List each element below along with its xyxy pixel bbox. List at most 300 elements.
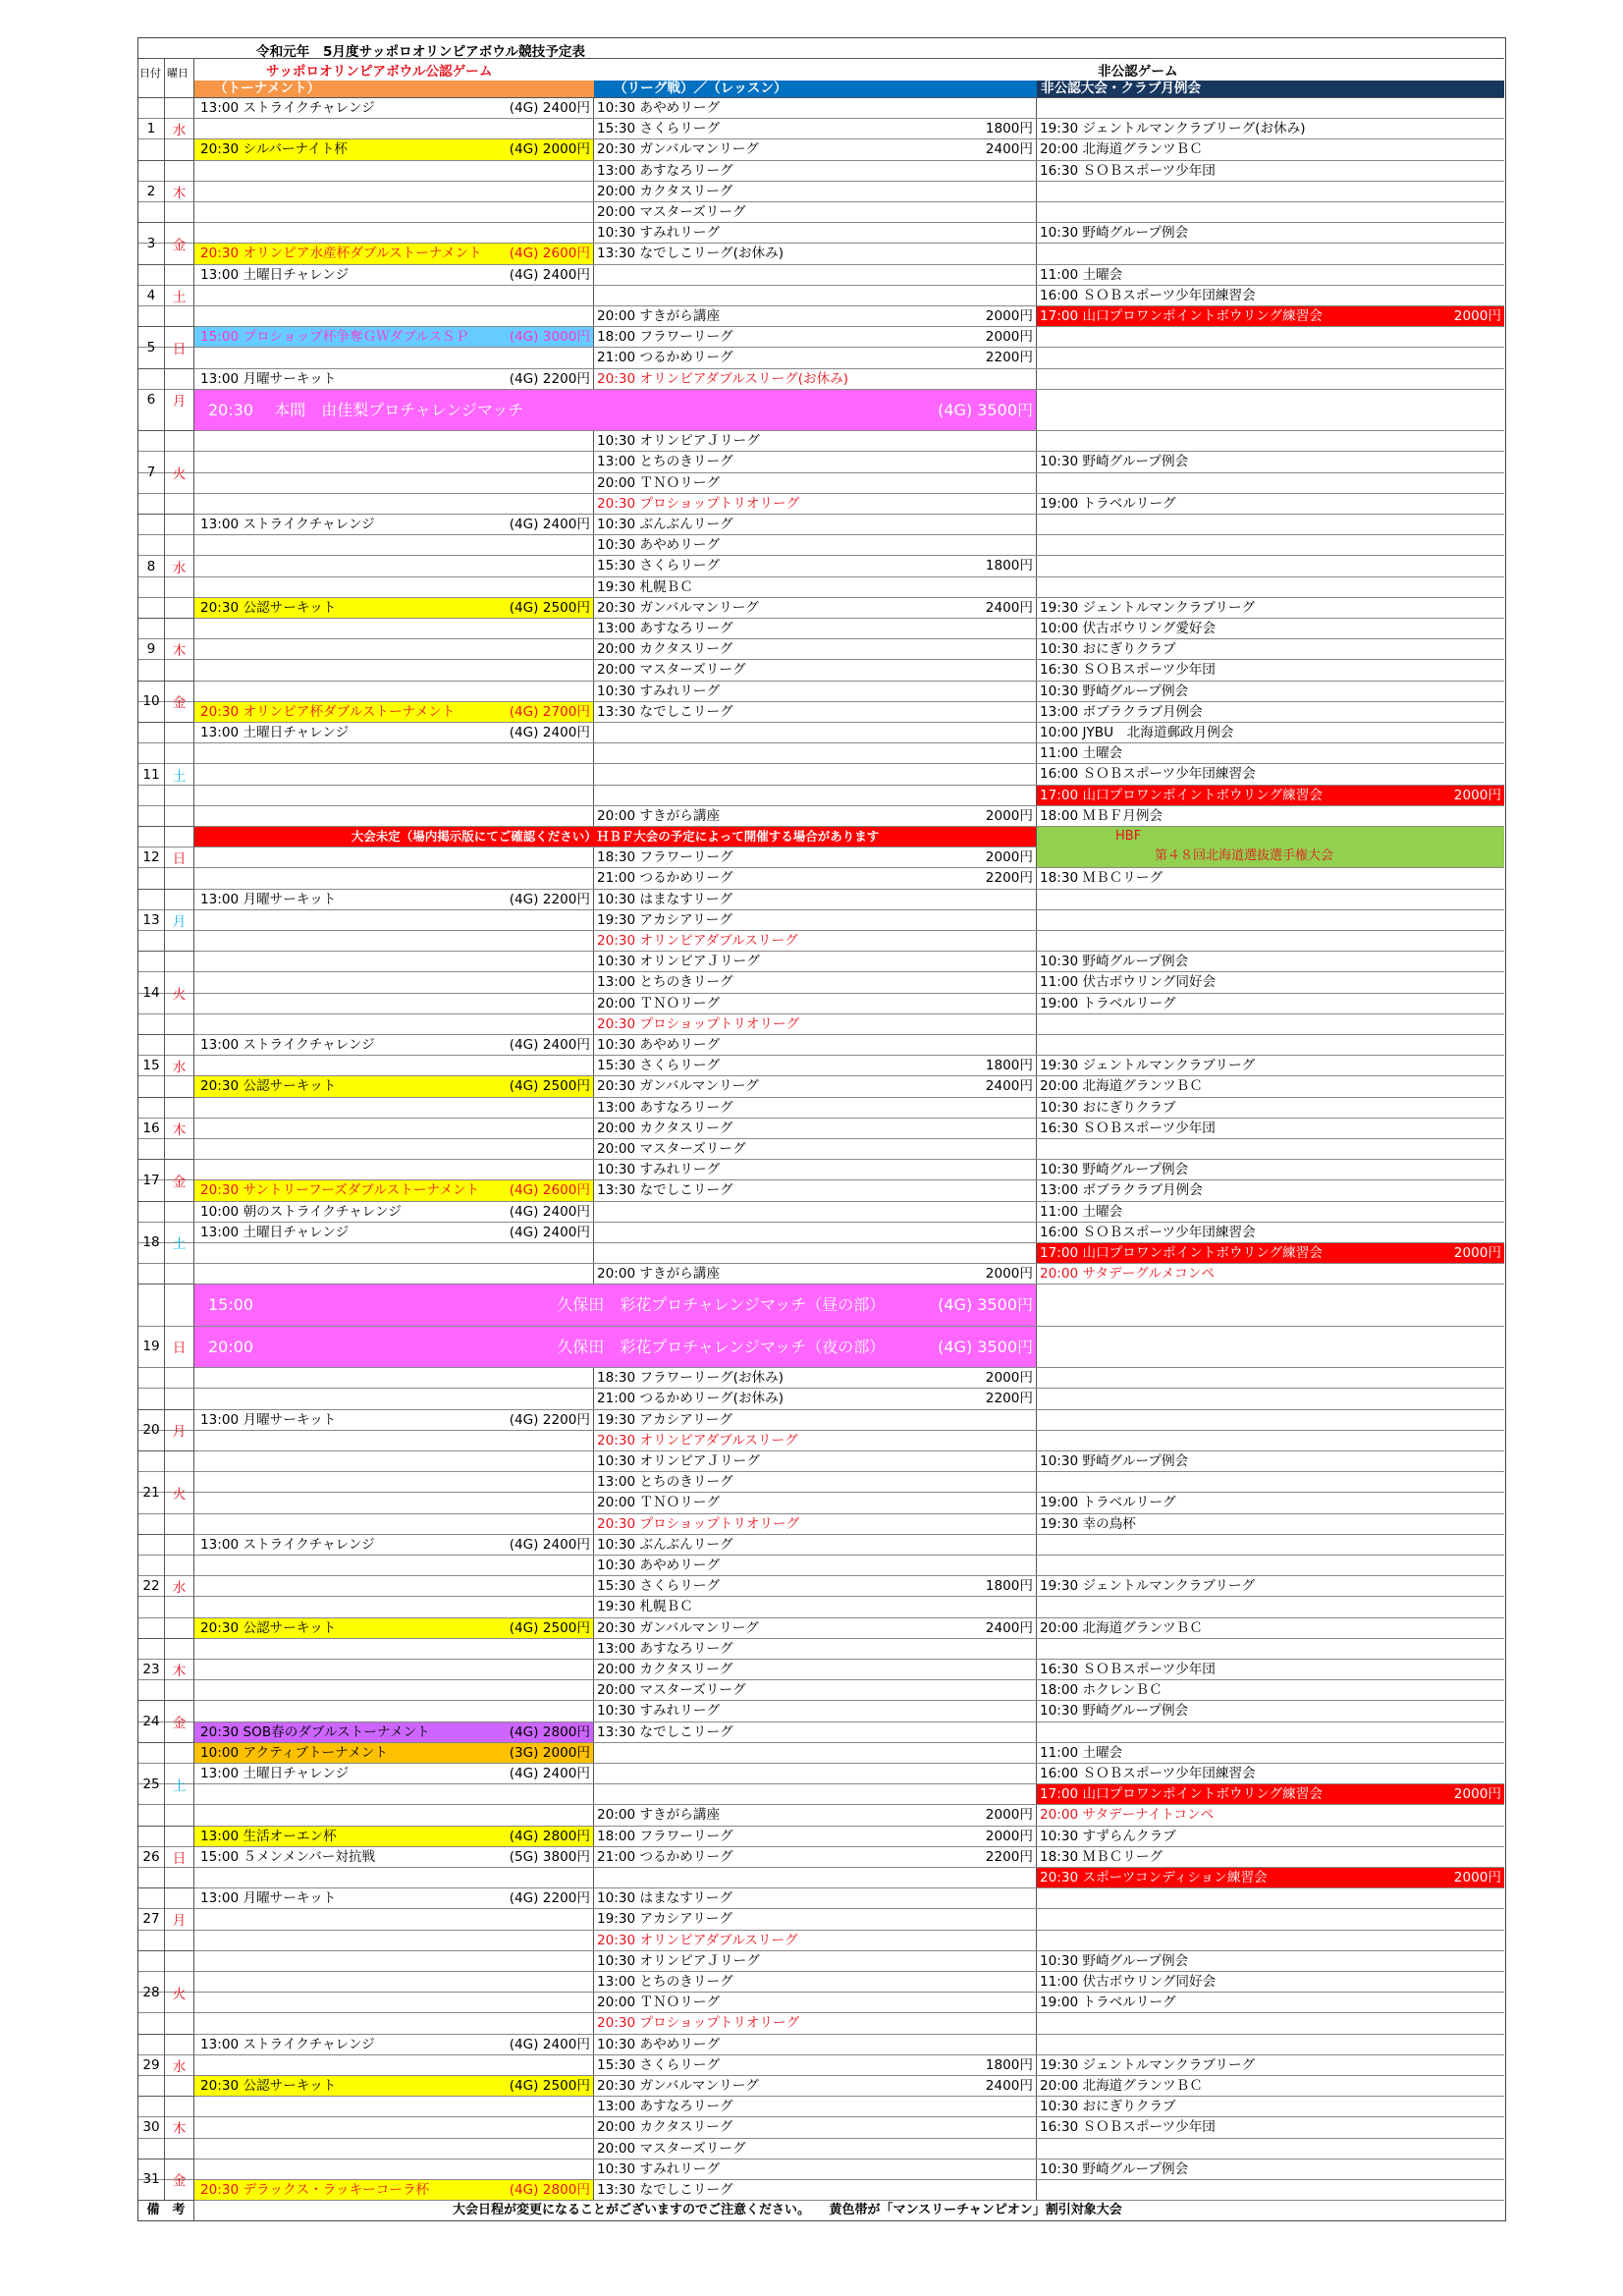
schedule-row [138,2035,1504,2055]
day-cell [138,1202,194,1285]
day-number: 21 [138,1451,165,1534]
schedule-row [138,1389,1504,1409]
unofficial-text: 19:30 ジェントルマンクラブリーグ [1040,599,1256,616]
league-cell [594,306,1037,326]
tournament-cell [194,2117,594,2137]
unofficial-text: 13:00 ボブラクラブ月例会 [1040,703,1203,720]
day-cell [138,1410,194,1451]
day-number: 9 [138,619,165,681]
schedule-row [138,868,1504,889]
league-cell [594,1618,1037,1638]
league-text: 18:30 フラワーリーグ [597,849,733,866]
schedule-row [138,890,1504,910]
tournament-cell [194,1368,594,1388]
schedule-row [138,1888,1504,1909]
challenge-match-cell [194,1327,1037,1367]
day-cell [138,827,194,890]
schedule-row [138,1535,1504,1556]
tournament-text: 20:30 公認サーキット [200,1619,337,1636]
page-title: 令和元年 5月度サッポロオリンピアボウル競技予定表 [256,44,586,60]
day-number: 26 [138,1827,165,1888]
day-of-week: 月 [165,890,194,952]
tournament-price: (4G) 2000円 [509,141,590,158]
tournament-cell [194,473,594,493]
tournament-cell [194,119,594,138]
unofficial-cell [1037,1784,1504,1804]
league-cell [594,2159,1037,2179]
league-text: 20:00 カクタスリーグ [597,2119,733,2136]
unofficial-text: 16:30 ＳＯＢスポーツ少年団 [1040,662,1216,679]
league-text: 21:00 つるかめリーグ [597,350,733,366]
tournament-cell [194,1076,594,1096]
league-cell [594,494,1037,514]
league-cell [594,1160,1037,1179]
tournament-cell [194,2097,594,2116]
tournament-cell [194,1264,594,1284]
tournament-cell [194,556,594,575]
schedule-row [138,1119,1504,1139]
tournament-cell [194,743,594,763]
schedule-row [138,515,1504,535]
tournament-text: 20:30 デラックス・ラッキーコーラ杯 [200,2182,430,2198]
unofficial-cell [1037,702,1504,722]
league-cell [594,348,1037,367]
schedule-row [138,1597,1504,1617]
tournament-cell [194,369,594,389]
unofficial-cell [1037,952,1504,971]
schedule-row [138,1285,1504,1326]
tournament-price: (4G) 2500円 [509,1619,590,1636]
league-cell [594,743,1037,763]
league-text: 10:30 すみれリーグ [597,225,721,242]
day-cell [138,98,194,161]
unofficial-cell [1037,98,1504,118]
league-text: 18:00 フラワーリーグ [597,1828,733,1844]
unofficial-text: 16:00 ＳＯＢスポーツ少年団練習会 [1040,287,1256,303]
league-cell [594,952,1037,971]
unofficial-cell [1037,223,1504,243]
league-text: 15:30 さくらリーグ [597,558,721,574]
unofficial-text: 17:00 山口プロワンポイントボウリング練習会 [1040,1786,1323,1803]
unofficial-price: 2000円 [1453,1870,1501,1886]
league-cell [594,1202,1037,1222]
unofficial-cell [1037,1264,1504,1284]
day-number: 29 [138,2035,165,2097]
league-text: 20:00 マスターズリーグ [597,1682,746,1699]
tournament-price: (4G) 2600円 [509,1182,590,1199]
date-header: 日付 [139,67,161,80]
schedule-row [138,786,1504,806]
tournament-cell [194,931,594,951]
unofficial-cell [1037,1535,1504,1555]
league-cell [594,1035,1037,1055]
schedule-row [138,1743,1504,1764]
league-price: 2400円 [985,1619,1033,1636]
schedule-row [138,1556,1504,1576]
league-cell [594,286,1037,305]
tournament-cell [194,1389,594,1408]
tournament-price: (4G) 2800円 [509,1723,590,1740]
league-cell [594,2076,1037,2096]
unofficial-text: 17:00 山口プロワンポイントボウリング練習会 [1040,787,1323,803]
unofficial-text: 11:00 土曜会 [1040,745,1123,762]
unofficial-cell [1037,1805,1504,1825]
league-text: 10:30 はまなすリーグ [597,891,733,907]
league-cell [594,161,1037,181]
unofficial-cell [1037,1556,1504,1575]
league-cell [594,515,1037,534]
tournament-cell [194,702,594,722]
league-text: 13:30 なでしこリーグ [597,703,733,720]
unofficial-cell [1037,890,1504,909]
league-price: 2000円 [985,1266,1033,1283]
tournament-text: 13:00 月曜サーキット [200,1411,337,1428]
schedule-row [138,556,1504,576]
league-text: 20:00 すきがら講座 [597,807,721,824]
league-cell [594,202,1037,222]
day-cell [138,1639,194,1702]
unofficial-text: 16:30 ＳＯＢスポーツ少年団 [1040,1120,1216,1136]
unofficial-text: 10:00 伏古ボウリング愛好会 [1040,621,1217,636]
unofficial-text: 16:30 ＳＯＢスポーツ少年団 [1040,1662,1216,1677]
league-cell [594,1493,1037,1512]
league-text: 20:00 カクタスリーグ [597,183,733,199]
league-cell [594,1868,1037,1887]
unofficial-cell [1037,390,1504,430]
schedule-row [138,1056,1504,1076]
unofficial-text: 10:30 野崎グループ例会 [1040,454,1189,470]
league-cell [594,1639,1037,1659]
challenge-match-price: (4G) 3500円 [938,1337,1033,1356]
day-number: 20 [138,1410,165,1450]
league-cell [594,1827,1037,1846]
unofficial-sub-header: 非公認大会・クラブ月例会 [1037,81,1504,97]
day-of-week: 金 [165,2159,194,2200]
day-cell [138,1035,194,1098]
unofficial-text: 18:30 ＭＢＣリーグ [1040,870,1163,887]
schedule-row [138,972,1504,993]
league-cell [594,1410,1037,1430]
tournament-text: 15:00 ５メンメンバー対抗戦 [200,1848,376,1865]
schedule-row [138,723,1504,743]
league-price: 2200円 [985,870,1033,887]
schedule-sheet [137,37,1506,2221]
league-cell [594,702,1037,722]
schedule-row [138,139,1504,160]
tournament-cell [194,972,594,992]
league-text: 20:30 プロショップトリオリーグ [597,1015,800,1032]
league-cell [594,994,1037,1013]
unofficial-cell [1037,1451,1504,1471]
tournament-cell [194,1597,594,1616]
tournament-cell [194,1972,594,1992]
league-text: 10:30 すみれリーグ [597,2160,721,2177]
league-cell [594,1014,1037,1034]
league-text: 20:00 カクタスリーグ [597,641,733,658]
schedule-row [138,161,1504,182]
league-price: 2000円 [985,849,1033,866]
tournament-price: (3G) 2000円 [509,1744,590,1761]
schedule-row [138,431,1504,452]
unofficial-text: 10:30 野崎グループ例会 [1040,1952,1189,1969]
schedule-row [138,494,1504,515]
unofficial-text: 20:00 サタデーナイトコンペ [1040,1807,1215,1824]
league-text: 10:30 あやめリーグ [597,100,721,116]
schedule-row [138,2159,1504,2180]
day-cell [138,327,194,368]
unofficial-text: 16:00 ＳＯＢスポーツ少年団練習会 [1040,1224,1256,1240]
tournament-price: (4G) 2400円 [509,1766,590,1781]
league-cell [594,660,1037,680]
tournament-cell [194,1639,594,1659]
schedule-row [138,1847,1504,1868]
tournament-text: 20:30 シルバーナイト杯 [200,141,349,158]
day-number: 15 [138,1035,165,1097]
unofficial-text: 10:30 おにぎりクラブ [1040,1099,1176,1116]
schedule-row [138,265,1504,286]
schedule-row [138,1722,1504,1743]
tournament-price: (4G) 3000円 [509,329,590,346]
unofficial-text: 10:30 すずらんクラブ [1040,1828,1176,1844]
tournament-cell [194,2180,594,2200]
schedule-row [138,390,1504,431]
tournament-text: 13:00 月曜サーキット [200,370,337,387]
unofficial-cell [1037,1202,1504,1222]
day-of-week: 月 [165,369,194,431]
tournament-price: (4G) 2400円 [509,266,590,283]
unofficial-cell [1037,2139,1504,2159]
league-price: 2400円 [985,599,1033,616]
unofficial-text: 19:30 ジェントルマンクラブリーグ [1040,1058,1256,1074]
unofficial-text: 19:30 ジェントルマンクラブリーグ [1040,1578,1256,1595]
footer-label: 備 考 [138,2201,194,2221]
league-text: 10:30 ぶんぶんリーグ [597,517,733,532]
league-text: 20:30 ガンバルマンリーグ [597,1619,759,1636]
unofficial-text: 10:30 野崎グループ例会 [1040,1703,1189,1720]
tournament-cell [194,682,594,701]
day-number: 24 [138,1701,165,1741]
league-text: 19:30 札幌ＢＣ [597,1599,693,1615]
unofficial-cell [1037,119,1504,138]
tournament-cell [194,786,594,805]
unofficial-cell [1037,535,1504,555]
league-price: 2400円 [985,141,1033,158]
league-cell [594,1451,1037,1471]
day-cell [138,723,194,827]
unofficial-cell [1037,1139,1504,1159]
day-number: 5 [138,327,165,367]
league-cell [594,972,1037,992]
schedule-row [138,1327,1504,1368]
unofficial-cell [1037,1597,1504,1616]
unofficial-cell [1037,1639,1504,1659]
league-text: 13:30 なでしこリーグ [597,2182,733,2198]
tournament-text: 15:00 プロショップ杯争奪ＧＷダブルスＳＰ [200,329,469,346]
day-of-week: 木 [165,1098,194,1160]
league-cell [594,723,1037,742]
unofficial-cell [1037,327,1504,347]
unofficial-text: 16:00 ＳＯＢスポーツ少年団練習会 [1040,1766,1256,1781]
unofficial-cell [1037,1493,1504,1512]
tournament-cell [194,1701,594,1721]
tournament-text: 13:00 土曜日チャレンジ [200,266,350,283]
schedule-row [138,931,1504,952]
league-header: （リーグ戦）／（レッスン） [594,81,1037,97]
league-text: 20:30 オリンピアダブルスリーグ [597,1932,798,1948]
tournament-cell [194,1119,594,1138]
hbf-event [1037,827,1504,868]
unofficial-cell [1037,348,1504,367]
unofficial-cell [1037,931,1504,951]
unofficial-cell [1037,306,1504,326]
tournament-text: 13:00 土曜日チャレンジ [200,725,350,740]
league-price: 2000円 [985,1370,1033,1387]
unofficial-text: 16:00 ＳＯＢスポーツ少年団練習会 [1040,766,1256,783]
unofficial-cell [1037,431,1504,451]
unofficial-cell [1037,786,1504,805]
schedule-row [138,2180,1504,2201]
schedule-row [138,1639,1504,1660]
schedule-row [138,1993,1504,2013]
schedule-row [138,806,1504,827]
day-number: 25 [138,1743,165,1826]
tournament-price: (5G) 3800円 [509,1848,590,1865]
league-text: 13:00 とちのきリーグ [597,974,733,991]
unofficial-cell [1037,577,1504,597]
league-cell [594,2139,1037,2159]
day-of-week: 金 [165,1160,194,1200]
league-cell [594,2013,1037,2033]
hbf-line2: 第４８回北海道選抜選手権大会 [1155,848,1334,863]
league-text: 15:30 さくらリーグ [597,1578,721,1595]
league-text: 13:00 とちのきリーグ [597,1474,733,1491]
schedule-row [138,369,1504,390]
day-of-week: 日 [165,827,194,889]
day-of-week: 土 [165,723,194,826]
schedule-row [138,1202,1504,1223]
league-cell [594,1223,1037,1242]
schedule-row [138,1493,1504,1513]
league-price: 1800円 [985,1058,1033,1074]
tournament-text: 10:00 アクティブトーナメント [200,1744,388,1761]
league-text: 13:30 なでしこリーグ [597,1723,733,1740]
unofficial-cell [1037,1660,1504,1679]
league-text: 10:30 オリンピアＪリーグ [597,433,760,450]
tournament-price: (4G) 2700円 [509,703,590,720]
league-text: 20:00 マスターズリーグ [597,2140,746,2157]
tournament-price: (4G) 2600円 [509,246,590,262]
title-divider [138,58,1504,59]
league-cell [594,1993,1037,2012]
unofficial-text: 20:30 スポーツコンディション練習会 [1040,1870,1268,1886]
tournament-text: 20:30 公認サーキット [200,599,337,616]
schedule-row [138,1223,1504,1243]
unofficial-text: 10:30 野崎グループ例会 [1040,1162,1189,1178]
league-cell [594,1556,1037,1575]
league-text: 15:30 さくらリーグ [597,1058,721,1074]
league-cell [594,1076,1037,1096]
league-text: 20:00 カクタスリーグ [597,1120,733,1136]
tournament-cell [194,515,594,534]
unofficial-text: 11:00 伏古ボウリング同好会 [1040,974,1217,991]
schedule-row [138,1264,1504,1285]
unofficial-text: 20:00 北海道グランツＢＣ [1040,1619,1203,1636]
unofficial-text: 19:00 トラベルリーグ [1040,995,1176,1011]
day-number: 22 [138,1535,165,1638]
schedule-row [138,1180,1504,1201]
league-text: 20:00 マスターズリーグ [597,204,746,220]
tournament-price: (4G) 2400円 [509,725,590,740]
unofficial-price: 2000円 [1453,308,1501,324]
unofficial-cell [1037,2055,1504,2075]
league-cell [594,1680,1037,1700]
schedule-row [138,348,1504,368]
league-cell [594,1472,1037,1492]
league-cell [594,431,1037,451]
day-cell [138,515,194,619]
tournament-price: (4G) 2500円 [509,2078,590,2094]
league-cell [594,1805,1037,1825]
day-number: 19 [138,1285,165,1408]
day-of-week: 金 [165,223,194,263]
unofficial-text: 11:00 伏古ボウリング同好会 [1040,1974,1217,1990]
league-cell [594,182,1037,201]
day-of-week: 水 [165,98,194,160]
tournament-cell [194,764,594,784]
tournament-price: (4G) 2400円 [509,100,590,116]
schedule-row [138,202,1504,223]
tournament-price: (4G) 2400円 [509,1203,590,1220]
schedule-row [138,994,1504,1014]
league-cell [594,1056,1037,1075]
challenge-match-price: (4G) 3500円 [938,1295,1033,1315]
unofficial-text: 19:00 トラベルリーグ [1040,495,1176,512]
schedule-row [138,306,1504,327]
league-cell [594,1701,1037,1721]
league-text: 13:00 とちのきリーグ [597,1974,733,1990]
day-cell [138,2035,194,2098]
league-text: 21:00 つるかめリーグ [597,870,733,887]
league-text: 13:00 あすなろリーグ [597,1099,733,1116]
tournament-cell [194,327,594,347]
league-text: 20:00 すきがら講座 [597,1807,721,1824]
unofficial-cell [1037,1285,1504,1325]
unofficial-cell [1037,1410,1504,1430]
day-of-week: 火 [165,1951,194,2034]
unofficial-cell [1037,682,1504,701]
unofficial-text: 19:30 ジェントルマンクラブリーグ(お休み) [1040,121,1306,137]
schedule-row [138,1931,1504,1951]
unofficial-text: 20:00 サタデーグルメコンペ [1040,1266,1215,1283]
league-cell [594,452,1037,471]
league-text: 20:00 マスターズリーグ [597,662,746,679]
day-of-week: 金 [165,682,194,722]
league-text: 21:00 つるかめリーグ [597,1848,733,1865]
schedule-row [138,2117,1504,2138]
schedule-row [138,1951,1504,1972]
league-cell [594,265,1037,285]
schedule-row [138,619,1504,639]
day-of-week: 月 [165,1888,194,1950]
league-text: 20:00 ＴＮＯリーグ [597,995,721,1011]
league-cell [594,890,1037,909]
unofficial-cell [1037,1764,1504,1783]
schedule-row [138,702,1504,723]
schedule-row [138,2013,1504,2034]
unofficial-price: 2000円 [1453,1786,1501,1803]
league-cell [594,868,1037,888]
tournament-text: 10:00 朝のストライクチャレンジ [200,1203,402,1220]
